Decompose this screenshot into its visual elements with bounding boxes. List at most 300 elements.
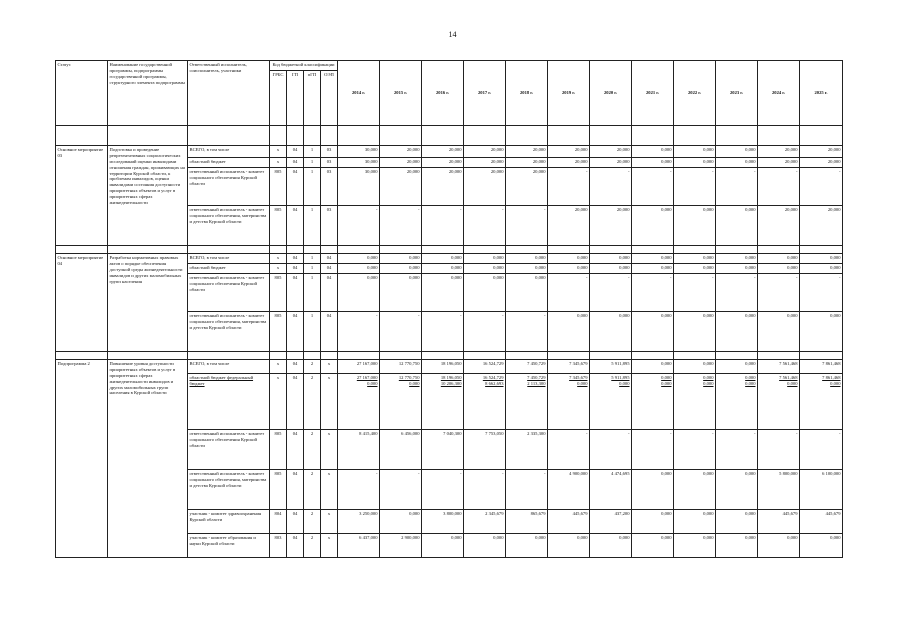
row-value: -	[674, 168, 716, 206]
row-value: 0,000	[674, 254, 716, 264]
spacer-cell	[800, 246, 843, 254]
row-value: -	[464, 470, 506, 510]
row-code: x	[270, 360, 287, 374]
row-value: 865,679	[506, 510, 548, 534]
spacer-cell	[716, 352, 758, 360]
row-executor: участник - комитет образования и науки Курской области	[188, 534, 270, 558]
row-value: 7 861,468	[800, 360, 843, 374]
row-code: 1	[304, 158, 321, 168]
row-value: -	[338, 470, 380, 510]
row-value: 20,000	[464, 158, 506, 168]
row-value: 20,000	[422, 146, 464, 158]
row-code: 04	[321, 312, 338, 352]
spacer-cell	[321, 126, 338, 146]
header-code-group: Код бюджетной классификации	[270, 61, 338, 71]
row-value: 0,000	[632, 312, 674, 352]
row-value: 0,000	[716, 312, 758, 352]
row-code: 1	[304, 274, 321, 312]
row-value: 0,000	[422, 254, 464, 264]
row-value: 0,000	[716, 254, 758, 264]
row-value: 0,000	[758, 312, 800, 352]
row-code: 2	[304, 534, 321, 558]
row-value: 20,000	[758, 158, 800, 168]
spacer-cell	[464, 352, 506, 360]
row-code: 1	[304, 312, 321, 352]
row-value: 0,000	[632, 264, 674, 274]
row-value: 0,000	[800, 254, 843, 264]
row-value: 7 753,050	[464, 430, 506, 470]
row-code: 03	[321, 158, 338, 168]
row-value: 12 770,750 0,000	[380, 374, 422, 430]
row-value: 0,000	[716, 510, 758, 534]
row-value: 7 561,468	[758, 360, 800, 374]
spacer-cell	[304, 126, 321, 146]
row-value: 0,000	[506, 274, 548, 312]
row-value: 20,000	[506, 168, 548, 206]
spacer-cell	[506, 246, 548, 254]
row-value: 6 100,000	[800, 470, 843, 510]
row-value: 4 900,000	[548, 470, 590, 510]
spacer-cell	[380, 246, 422, 254]
row-value: -	[800, 274, 843, 312]
table-row	[56, 254, 843, 264]
row-value: 0,000	[632, 360, 674, 374]
spacer-cell	[188, 126, 270, 146]
row-value: 0,000	[632, 206, 674, 246]
row-value: 0,000	[674, 470, 716, 510]
spacer-cell	[108, 352, 188, 360]
spacer-cell	[287, 246, 304, 254]
spacer-cell	[632, 246, 674, 254]
row-value: 0,000	[632, 146, 674, 158]
header-code-0: ГРБС	[270, 71, 287, 126]
row-value: 4 474,695	[590, 470, 632, 510]
spacer-cell	[304, 352, 321, 360]
header-code-3: ОЭП	[321, 71, 338, 126]
row-value: 16 524,729 8 662,693	[464, 374, 506, 430]
row-value: 0,000	[464, 264, 506, 274]
row-value: 12 770,750	[380, 360, 422, 374]
row-value: 30,000	[338, 158, 380, 168]
row-executor: ВСЕГО, в том числе	[188, 254, 270, 264]
row-executor: ВСЕГО, в том числе	[188, 360, 270, 374]
row-value: 20,000	[548, 206, 590, 246]
row-code: 03	[321, 206, 338, 246]
row-value: 5 911,895	[590, 360, 632, 374]
row-value: 27 167,000 0,000	[338, 374, 380, 430]
header-year-4: 2018 г.	[506, 61, 548, 126]
row-value: -	[716, 274, 758, 312]
row-value: 0,000	[716, 264, 758, 274]
row-code: x	[321, 374, 338, 430]
row-value: 0,000	[548, 254, 590, 264]
spacer-cell	[188, 246, 270, 254]
row-value: -	[548, 430, 590, 470]
row-value: 20,000	[758, 206, 800, 246]
row-code: x	[270, 146, 287, 158]
header-name: Наименование государственной программы, подпрограммы государственной программы, структурного элемента подпрограммы	[108, 61, 188, 126]
row-value: 445,679	[758, 510, 800, 534]
header-code-1: ГП	[287, 71, 304, 126]
row-value: 3 800,000	[422, 510, 464, 534]
row-value: -	[548, 274, 590, 312]
row-value: 0,000	[590, 534, 632, 558]
row-value: 0,000 0,000	[716, 374, 758, 430]
row-value: -	[632, 430, 674, 470]
page-number: 14	[448, 30, 457, 39]
row-value: 7 861,468 0,000	[800, 374, 843, 430]
row-value: 30,000	[338, 146, 380, 158]
row-code: 1	[304, 206, 321, 246]
header-year-6: 2020 г.	[590, 61, 632, 126]
row-value: 0,000	[590, 254, 632, 264]
row-value: -	[548, 168, 590, 206]
spacer-cell	[304, 246, 321, 254]
row-value: 20,000	[464, 146, 506, 158]
header-year-2: 2016 г.	[422, 61, 464, 126]
row-value: 0,000	[380, 510, 422, 534]
header-status: Статус	[56, 61, 108, 126]
row-value: -	[590, 430, 632, 470]
spacer-cell	[108, 246, 188, 254]
spacer-cell	[674, 126, 716, 146]
spacer-cell	[287, 126, 304, 146]
row-value: 7 450,729	[506, 360, 548, 374]
spacer-cell	[674, 246, 716, 254]
row-code: 1	[304, 264, 321, 274]
row-value: 20,000	[590, 206, 632, 246]
row-code: x	[321, 430, 338, 470]
row-value: -	[338, 206, 380, 246]
spacer-cell	[422, 126, 464, 146]
row-code: 2	[304, 360, 321, 374]
row-value: 0,000	[716, 146, 758, 158]
spacer-cell	[716, 126, 758, 146]
spacer-cell	[108, 126, 188, 146]
row-code: 04	[287, 374, 304, 430]
row-value: 6 456,000	[380, 430, 422, 470]
row-value: -	[674, 430, 716, 470]
row-code: 04	[287, 168, 304, 206]
spacer-cell	[56, 246, 108, 254]
spacer-cell	[548, 246, 590, 254]
row-value: -	[506, 470, 548, 510]
row-code: 1	[304, 168, 321, 206]
row-value: -	[380, 206, 422, 246]
spacer-cell	[270, 352, 287, 360]
row-value: 20,000	[758, 146, 800, 158]
row-value: 20,000	[380, 146, 422, 158]
row-value: 20,000	[422, 158, 464, 168]
row-code: 04	[287, 360, 304, 374]
spacer-cell	[506, 126, 548, 146]
row-value: 20,000	[380, 168, 422, 206]
row-value: 0,000	[632, 470, 674, 510]
row-value: 0,000	[464, 534, 506, 558]
row-value: 0,000	[716, 158, 758, 168]
spacer-cell	[758, 352, 800, 360]
row-value: 0,000	[800, 264, 843, 274]
row-value: 16 524,729	[464, 360, 506, 374]
row-value: 0,000	[338, 274, 380, 312]
spacer-cell	[800, 352, 843, 360]
row-code: 2	[304, 510, 321, 534]
row-code: 04	[287, 470, 304, 510]
row-code: 1	[304, 146, 321, 158]
row-value: 0,000	[422, 264, 464, 274]
row-value: 445,679	[548, 510, 590, 534]
spacer-cell	[338, 352, 380, 360]
spacer-cell	[758, 126, 800, 146]
spacer-cell	[800, 126, 843, 146]
row-value: 20,000	[380, 158, 422, 168]
spacer-cell	[548, 126, 590, 146]
header-year-7: 2021 г.	[632, 61, 674, 126]
row-code: 805	[270, 206, 287, 246]
row-value: 20,000	[590, 158, 632, 168]
spacer-cell	[380, 126, 422, 146]
row-code: 04	[287, 430, 304, 470]
row-value: 0,000	[548, 312, 590, 352]
row-code: x	[270, 264, 287, 274]
spacer-cell	[56, 126, 108, 146]
row-value: -	[800, 168, 843, 206]
spacer-cell	[56, 352, 108, 360]
row-code: 04	[321, 254, 338, 264]
header-year-5: 2019 г.	[548, 61, 590, 126]
row-executor: ответственный исполнитель - комитет социального обеспечения Курской области	[188, 430, 270, 470]
row-value: 0,000	[338, 264, 380, 274]
row-code: 805	[270, 430, 287, 470]
row-code: 03	[321, 168, 338, 206]
row-value: 0,000	[674, 510, 716, 534]
row-value: 0,000	[380, 254, 422, 264]
block-status: Основное мероприятие 03	[56, 146, 108, 246]
row-code: x	[321, 360, 338, 374]
row-executor: ответственный исполнитель - комитет социального обеспечения Курской области	[188, 168, 270, 206]
row-code: 803	[270, 534, 287, 558]
row-code: 805	[270, 168, 287, 206]
row-value: 3 250,000	[338, 510, 380, 534]
spacer-cell	[632, 126, 674, 146]
spacer-cell	[270, 126, 287, 146]
row-value: -	[674, 274, 716, 312]
row-value: -	[590, 274, 632, 312]
row-code: 04	[287, 534, 304, 558]
budget-table	[55, 60, 843, 558]
row-code: 04	[287, 264, 304, 274]
row-value: 0,000	[380, 264, 422, 274]
row-value: -	[506, 312, 548, 352]
spacer-cell	[548, 352, 590, 360]
row-value: 0,000	[422, 534, 464, 558]
row-value: 0,000	[716, 534, 758, 558]
row-code: 04	[287, 274, 304, 312]
row-value: 0,000	[716, 360, 758, 374]
row-value: -	[632, 168, 674, 206]
block-status: Подпрограмма 2	[56, 360, 108, 558]
header-year-3: 2017 г.	[464, 61, 506, 126]
row-code: 04	[321, 274, 338, 312]
row-executor: областной бюджет	[188, 158, 270, 168]
row-code: 804	[270, 510, 287, 534]
row-value: 7 345,679	[548, 360, 590, 374]
header-year-1: 2015 г.	[380, 61, 422, 126]
row-executor: областной бюджет	[188, 264, 270, 274]
spacer-cell	[188, 352, 270, 360]
row-value: 0,000	[380, 274, 422, 312]
row-code: x	[321, 510, 338, 534]
row-value: -	[632, 274, 674, 312]
row-code: 04	[287, 158, 304, 168]
spacer-cell	[632, 352, 674, 360]
row-value: 0,000	[548, 264, 590, 274]
spacer-cell	[506, 352, 548, 360]
spacer-cell	[422, 352, 464, 360]
row-executor: ответственный исполнитель - комитет социального обеспечения, материнства и детства Курской области	[188, 312, 270, 352]
row-executor: ответственный исполнитель - комитет социального обеспечения Курской области	[188, 274, 270, 312]
row-code: 04	[287, 510, 304, 534]
row-value: -	[422, 206, 464, 246]
row-value: 20,000	[590, 146, 632, 158]
header-year-11: 2025 г.	[800, 61, 843, 126]
header-code-2: пГП	[304, 71, 321, 126]
spacer-cell	[338, 126, 380, 146]
row-value: 0,000	[632, 510, 674, 534]
row-value: 0,000	[590, 264, 632, 274]
row-value: 20,000	[506, 158, 548, 168]
row-value: 18 196,050	[422, 360, 464, 374]
header-year-0: 2014 г.	[338, 61, 380, 126]
row-value: 0,000	[674, 264, 716, 274]
row-value: 20,000	[548, 158, 590, 168]
row-value: 0,000	[632, 534, 674, 558]
row-value: 27 167,000	[338, 360, 380, 374]
row-value: 0,000	[758, 264, 800, 274]
row-code: 04	[287, 146, 304, 158]
row-code: 805	[270, 470, 287, 510]
row-code: 04	[287, 312, 304, 352]
row-value: 0,000	[674, 360, 716, 374]
row-code: 04	[287, 206, 304, 246]
row-value: 0,000	[800, 312, 843, 352]
row-code: 805	[270, 274, 287, 312]
row-value: 0,000	[506, 264, 548, 274]
row-value: -	[422, 470, 464, 510]
row-value: 18 196,050 10 206,300	[422, 374, 464, 430]
spacer-cell	[422, 246, 464, 254]
row-value: 0,000 0,000	[674, 374, 716, 430]
spacer-cell	[321, 246, 338, 254]
spacer-cell	[590, 352, 632, 360]
row-executor: ВСЕГО, в том числе	[188, 146, 270, 158]
spacer-cell	[758, 246, 800, 254]
row-value: 0,000	[674, 158, 716, 168]
row-value: 0,000	[716, 206, 758, 246]
row-value: 5 800,000	[758, 470, 800, 510]
row-value: 0,000	[632, 254, 674, 264]
row-value: -	[380, 312, 422, 352]
row-value: -	[800, 430, 843, 470]
row-value: 0,000	[674, 206, 716, 246]
spacer-cell	[590, 126, 632, 146]
row-value: -	[590, 168, 632, 206]
row-value: 2 335,300	[506, 430, 548, 470]
block-name: Разработка нормативных правовых актов о порядке обеспечения доступной среды жизнедеятельности инвалидов и других маломобильных групп населения	[108, 254, 188, 352]
row-code: 2	[304, 470, 321, 510]
row-value: -	[758, 274, 800, 312]
row-value: -	[758, 430, 800, 470]
row-executor: участник - комитет здравоохранения Курской области	[188, 510, 270, 534]
row-value: 437,200	[590, 510, 632, 534]
row-value: -	[758, 168, 800, 206]
row-code: 805	[270, 312, 287, 352]
row-value: -	[716, 168, 758, 206]
row-value: 0,000	[464, 274, 506, 312]
row-value: 0,000	[800, 534, 843, 558]
row-code: 04	[321, 264, 338, 274]
row-value: 0,000	[422, 274, 464, 312]
row-code: 2	[304, 374, 321, 430]
row-value: -	[464, 206, 506, 246]
table-row	[56, 360, 843, 374]
row-value: 20,000	[422, 168, 464, 206]
row-value: 0,000	[548, 534, 590, 558]
row-executor: ответственный исполнитель - комитет социального обеспечения, материнства и детства Курской области	[188, 470, 270, 510]
row-value: 7 345,679 0,000	[548, 374, 590, 430]
row-executor: ответственный исполнитель - комитет социального обеспечения, материнства и детства Курской области	[188, 206, 270, 246]
row-value: -	[464, 312, 506, 352]
row-value: 0,000	[506, 534, 548, 558]
row-code: x	[270, 158, 287, 168]
spacer-cell	[287, 352, 304, 360]
row-value: 0,000	[590, 312, 632, 352]
row-value: 7 040,300	[422, 430, 464, 470]
row-value: -	[380, 470, 422, 510]
row-code: x	[321, 470, 338, 510]
row-value: 0,000	[716, 470, 758, 510]
row-value: 20,000	[800, 206, 843, 246]
row-executor: областной бюджет федеральный бюджет	[188, 374, 270, 430]
row-value: 0,000	[674, 534, 716, 558]
row-value: 0,000	[632, 158, 674, 168]
row-value: 0,000	[758, 534, 800, 558]
row-value: 0,000	[674, 312, 716, 352]
block-name: Повышение уровня доступности приоритетных объектов и услуг в приоритетных сферах жизнедеятельности инвалидов и других маломобильных групп населения в Курской области	[108, 360, 188, 558]
row-value: 7 561,468 0,000	[758, 374, 800, 430]
row-value: 20,000	[464, 168, 506, 206]
row-value: 0,000	[758, 254, 800, 264]
header-year-10: 2024 г.	[758, 61, 800, 126]
row-value: 0,000 0,000	[632, 374, 674, 430]
row-value: -	[422, 312, 464, 352]
spacer-cell	[380, 352, 422, 360]
row-code: 2	[304, 430, 321, 470]
row-value: 20,000	[800, 158, 843, 168]
row-value: 6 437,000	[338, 534, 380, 558]
row-code: 03	[321, 146, 338, 158]
row-value: 2 345,679	[464, 510, 506, 534]
row-value: 20,000	[506, 146, 548, 158]
row-value: 0,000	[674, 146, 716, 158]
spacer-cell	[338, 246, 380, 254]
row-value: 0,000	[464, 254, 506, 264]
row-value: 0,000	[506, 254, 548, 264]
spacer-cell	[321, 352, 338, 360]
header-year-9: 2023 г.	[716, 61, 758, 126]
row-value: 7 450,729 2 113,300	[506, 374, 548, 430]
block-name: Подготовка и проведение репрезентативных социологических исследований оценки инвалидами отношения граждан, проживающих на территории Курской области, к проблемам инвалидов, оценки инвалидами состояния доступности приоритетных объектов и услуг в приоритетных сферах жизнедеятельности	[108, 146, 188, 246]
